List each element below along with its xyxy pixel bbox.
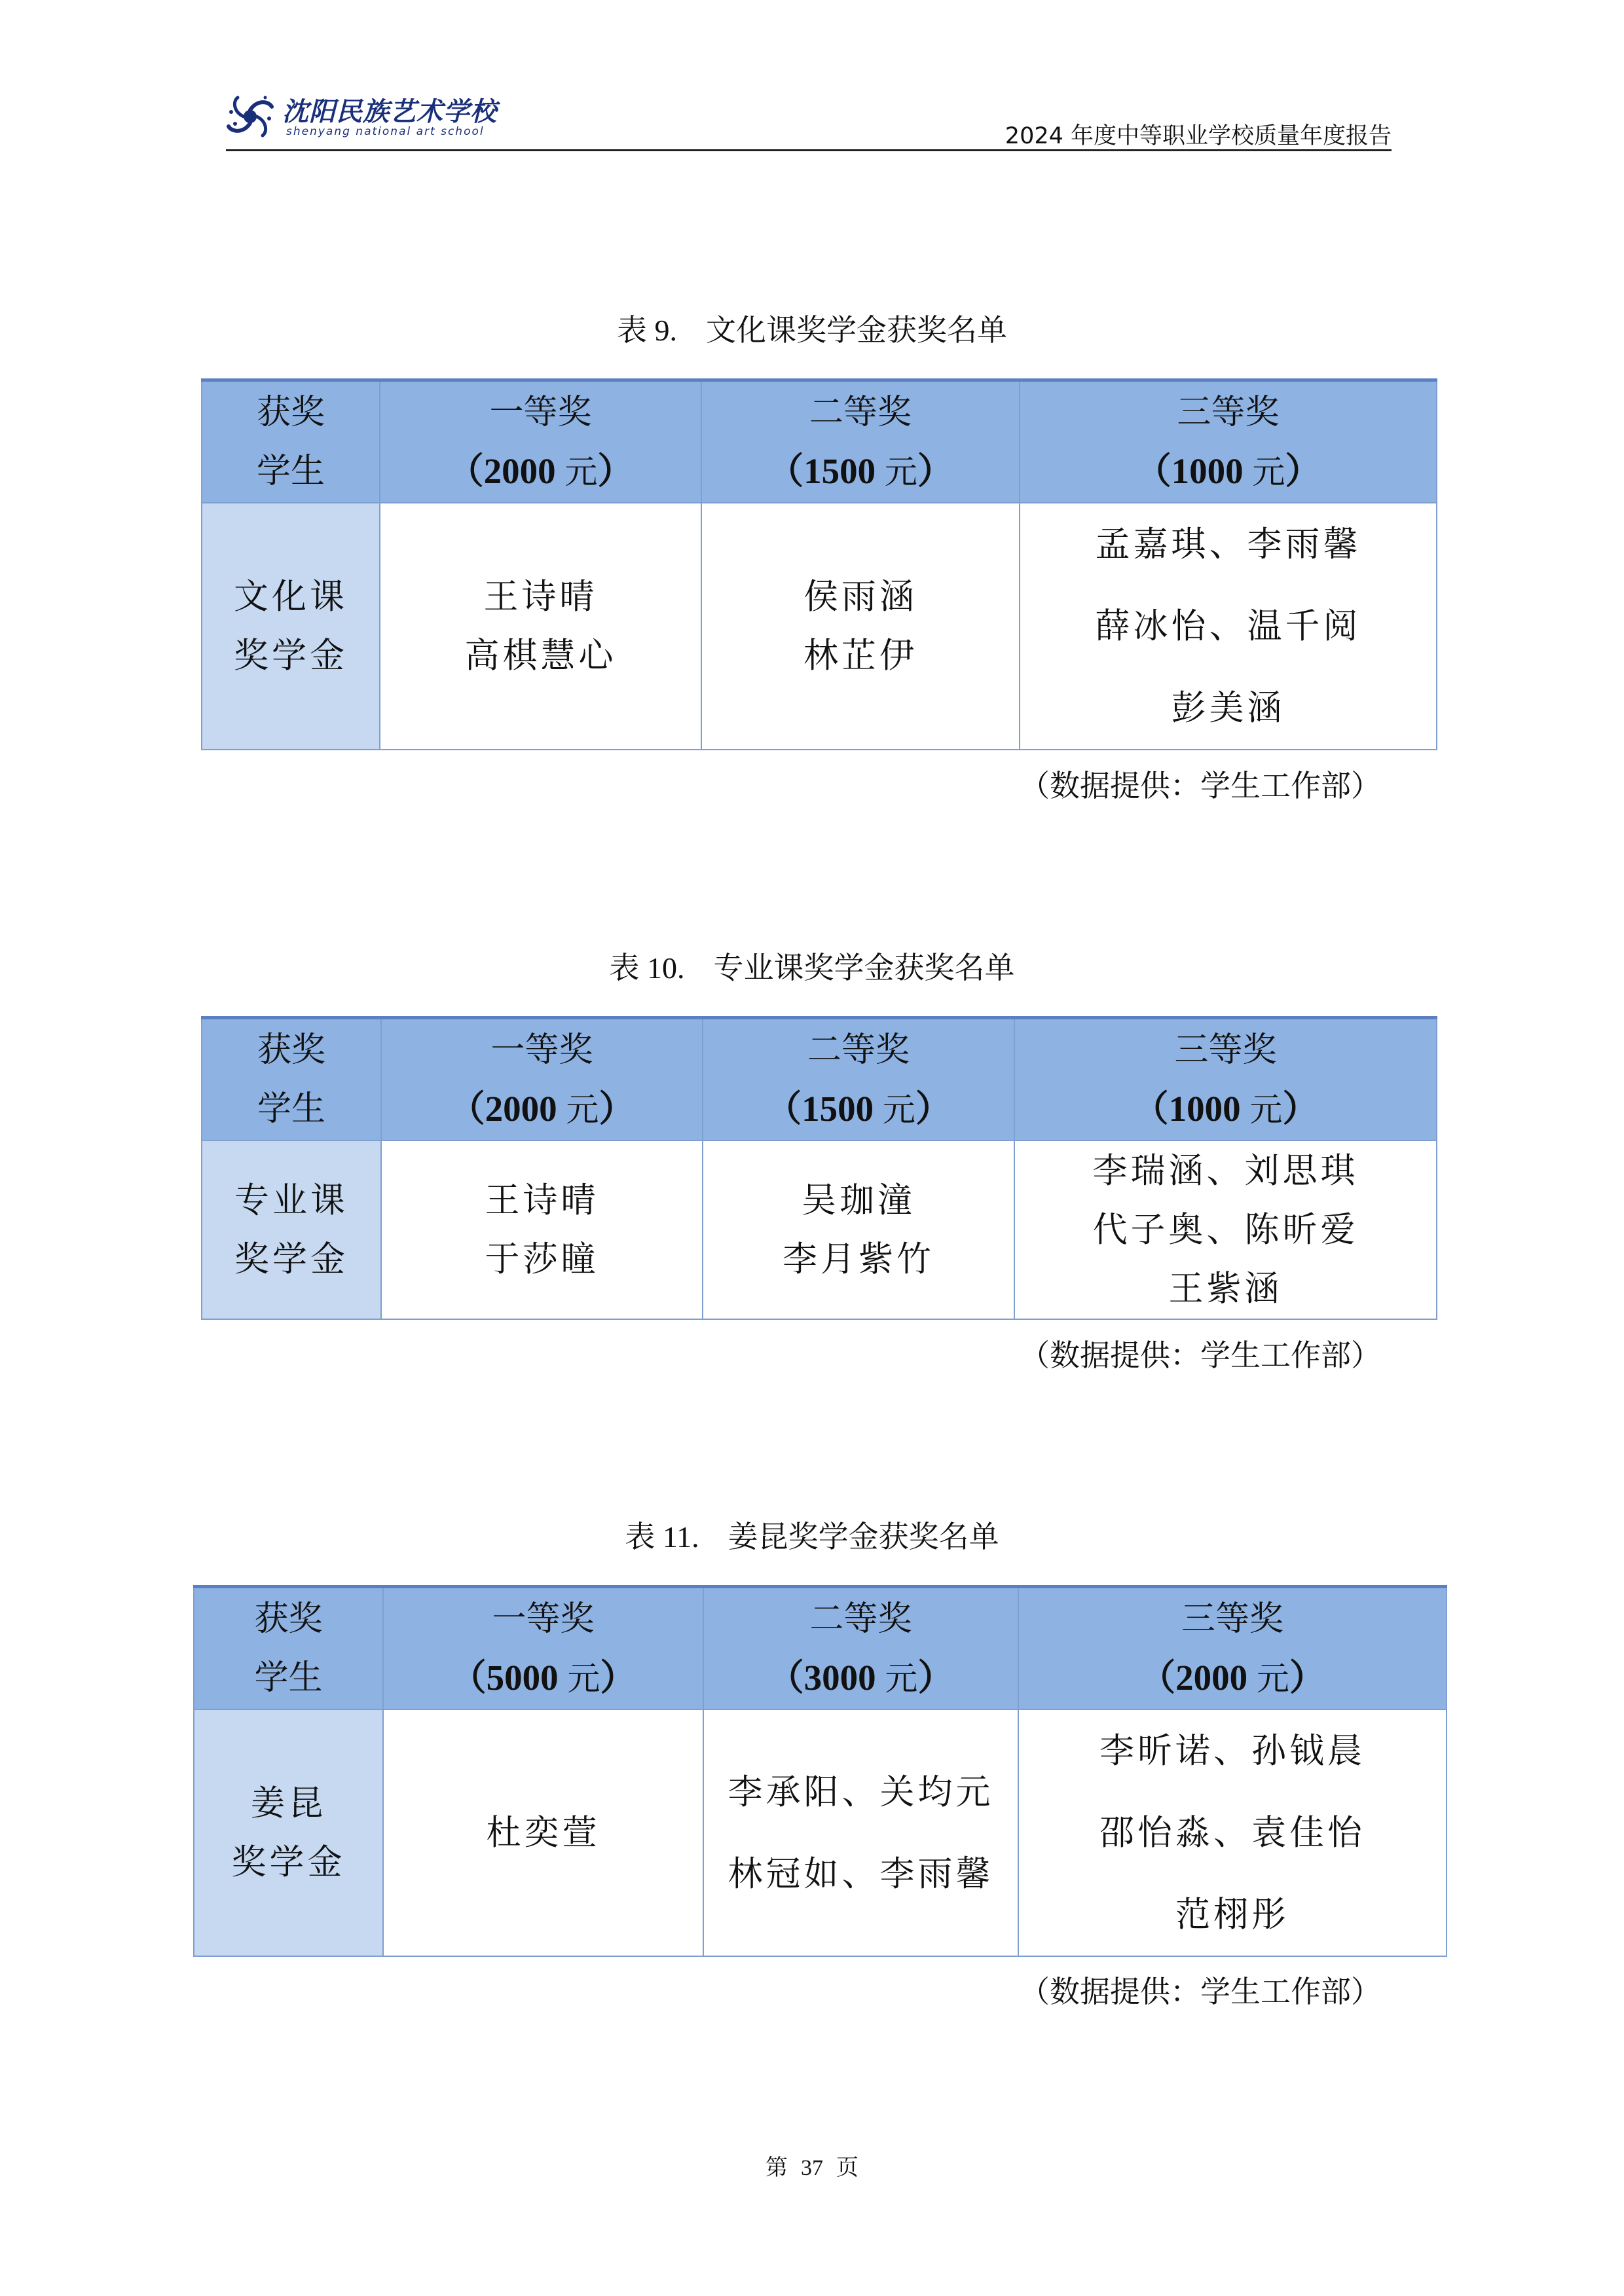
caption-title: 文化课奖学金获奖名单 xyxy=(706,312,1007,348)
caption-number: 表 10. xyxy=(609,951,685,985)
scholarship-table-9 xyxy=(201,378,1437,750)
data-source-note: （数据提供：学生工作部） xyxy=(1020,768,1381,803)
header-cell-second-prize: 二等奖 （1500 元） xyxy=(701,380,1020,503)
caption-number: 表 9. xyxy=(617,314,677,347)
header-cell-students: 获奖 学生 xyxy=(202,1018,381,1141)
header-cell-third-prize: 三等奖 （1000 元） xyxy=(1014,1018,1437,1141)
scholarship-table-10 xyxy=(201,1016,1437,1320)
header-cell-students: 获奖 学生 xyxy=(194,1587,383,1710)
page-header xyxy=(226,88,1392,147)
header-cell-second-prize: 二等奖 （1500 元） xyxy=(703,1018,1014,1141)
row-label-cell: 文化课 奖学金 xyxy=(202,503,380,750)
row-label-cell: 专业课 奖学金 xyxy=(202,1140,381,1319)
report-title: 2024 年度中等职业学校质量年度报告 xyxy=(1005,123,1392,149)
second-prize-winners: 侯雨涵 林芷伊 xyxy=(701,503,1020,750)
caption-number: 表 11. xyxy=(625,1520,699,1554)
data-source-note: （数据提供：学生工作部） xyxy=(1020,1338,1381,1373)
second-prize-winners: 吴珈潼 李月紫竹 xyxy=(703,1140,1014,1319)
logo-english-name: shenyang national art school xyxy=(286,125,485,138)
table-row xyxy=(202,503,1437,750)
header-cell-students: 获奖 学生 xyxy=(202,380,380,503)
third-prize-winners: 李瑞涵、刘思琪 代子奥、陈昕爱 王紫涵 xyxy=(1014,1140,1437,1319)
data-source-note: （数据提供：学生工作部） xyxy=(1020,1974,1381,2009)
third-prize-winners: 孟嘉琪、李雨馨 薛冰怡、温千阅 彭美涵 xyxy=(1020,503,1437,750)
caption-title: 专业课奖学金获奖名单 xyxy=(713,950,1015,985)
table-10-caption xyxy=(0,944,1624,987)
header-cell-first-prize: 一等奖 （2000 元） xyxy=(380,380,701,503)
first-prize-winners: 王诗晴 高棋慧心 xyxy=(380,503,701,750)
table-header-row xyxy=(202,1018,1437,1141)
second-prize-winners: 李承阳、关均元 林冠如、李雨馨 xyxy=(703,1709,1018,1956)
table-header-row xyxy=(194,1587,1447,1710)
header-cell-third-prize: 三等奖 （2000 元） xyxy=(1018,1587,1447,1710)
scholarship-table-11 xyxy=(193,1585,1447,1957)
table-9-caption xyxy=(0,306,1624,350)
third-prize-winners: 李昕诺、孙钺晨 邵怡淼、袁佳怡 范栩彤 xyxy=(1018,1709,1447,1956)
header-divider xyxy=(226,149,1392,151)
logo-chinese-name: 沈阳民族艺术学校 xyxy=(282,96,497,127)
page-number: 第 37 页 xyxy=(766,2156,858,2180)
table-11-caption xyxy=(0,1513,1624,1556)
first-prize-winners: 王诗晴 于莎瞳 xyxy=(381,1140,703,1319)
school-emblem-icon xyxy=(226,92,274,141)
header-cell-third-prize: 三等奖 （1000 元） xyxy=(1020,380,1437,503)
header-cell-second-prize: 二等奖 （3000 元） xyxy=(703,1587,1018,1710)
table-row xyxy=(202,1140,1437,1319)
first-prize-winners: 杜奕萱 xyxy=(383,1709,703,1956)
header-cell-first-prize: 一等奖 （5000 元） xyxy=(383,1587,703,1710)
header-cell-first-prize: 一等奖 （2000 元） xyxy=(381,1018,703,1141)
table-header-row xyxy=(202,380,1437,503)
row-label-cell: 姜昆 奖学金 xyxy=(194,1709,383,1956)
table-row xyxy=(194,1709,1447,1956)
school-logo xyxy=(226,88,501,147)
caption-title: 姜昆奖学金获奖名单 xyxy=(728,1519,999,1554)
